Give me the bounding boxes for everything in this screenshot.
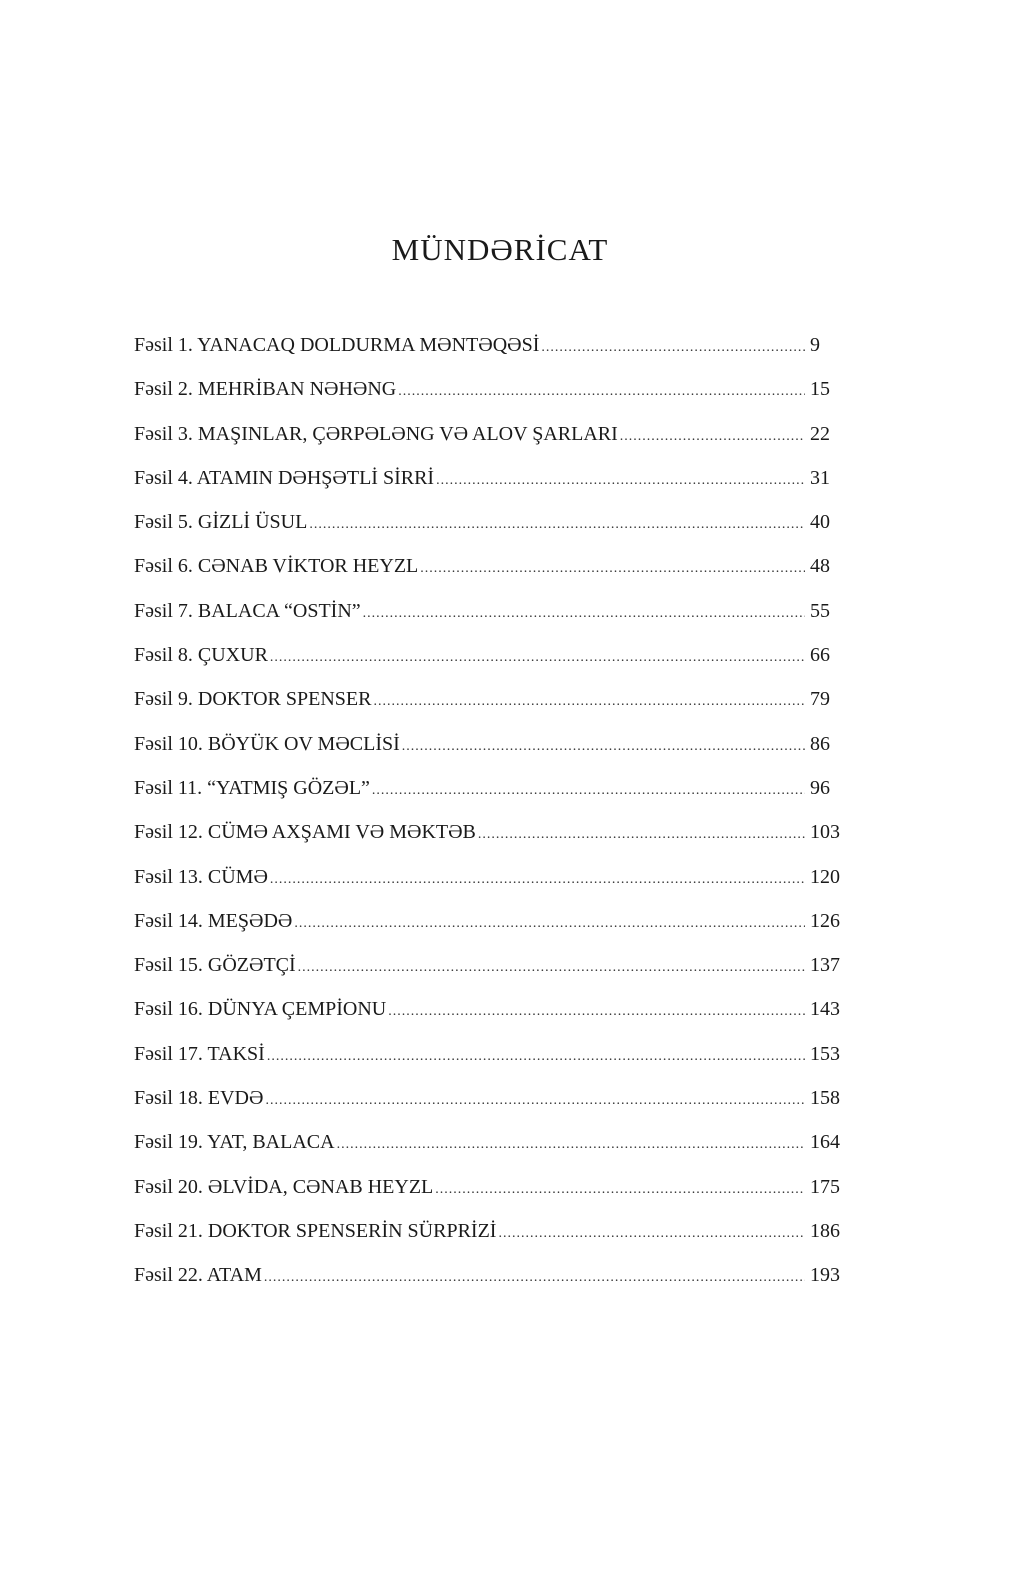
toc-entry[interactable] (134, 770, 854, 814)
chapter-title: Fəsil 5. GİZLİ ÜSUL (134, 511, 308, 534)
page-number: 153 (810, 1042, 840, 1065)
dot-leader (363, 596, 805, 632)
chapter-title: Fəsil 1. YANACAQ DOLDURMA MƏNTƏQƏSİ (134, 334, 540, 356)
dot-leader (398, 374, 805, 410)
chapter-title: Fəsil 12. CÜMƏ AXŞAMI VƏ MƏKTƏB (134, 821, 476, 844)
toc-entry[interactable] (134, 947, 854, 991)
dot-leader (298, 950, 805, 986)
page-number: 79 (810, 688, 830, 711)
chapter-title: Fəsil 20. ƏLVİDA, CƏNAB HEYZL (134, 1175, 434, 1198)
toc-entry[interactable] (134, 593, 854, 637)
chapter-title: Fəsil 10. BÖYÜK OV MƏCLİSİ (134, 732, 400, 755)
toc-entry[interactable] (134, 548, 854, 592)
toc-entry[interactable] (134, 1080, 854, 1124)
page-number: 86 (810, 732, 830, 755)
page-number: 193 (810, 1264, 840, 1287)
toc-entry[interactable] (134, 504, 854, 548)
page-number: 22 (810, 422, 830, 445)
dot-leader (620, 419, 805, 455)
dot-leader (372, 773, 805, 809)
toc-entry[interactable] (134, 1257, 854, 1301)
page-number: 96 (810, 776, 830, 799)
page-number: 9 (810, 334, 820, 356)
page-number: 15 (810, 378, 830, 401)
page-number: 164 (810, 1131, 840, 1154)
page-number: 40 (810, 511, 830, 534)
toc-entry[interactable] (134, 371, 854, 415)
toc-entry[interactable] (134, 327, 854, 371)
toc-entry[interactable] (134, 416, 854, 460)
dot-leader (435, 1172, 805, 1208)
dot-leader (498, 1216, 805, 1252)
toc-entry[interactable] (134, 681, 854, 725)
page-number: 126 (810, 909, 840, 932)
toc-entry[interactable] (134, 637, 854, 681)
chapter-title: Fəsil 7. BALACA “OSTİN” (134, 599, 361, 622)
table-of-contents (134, 327, 854, 1302)
page-number: 31 (810, 466, 830, 489)
toc-entry[interactable] (134, 859, 854, 903)
toc-entry[interactable] (134, 903, 854, 947)
chapter-title: Fəsil 15. GÖZƏTÇİ (134, 954, 296, 977)
dot-leader (402, 729, 805, 765)
toc-entry[interactable] (134, 1213, 854, 1257)
page-number: 137 (810, 954, 840, 977)
toc-entry[interactable] (134, 1036, 854, 1080)
dot-leader (478, 817, 805, 853)
chapter-title: Fəsil 8. ÇUXUR (134, 644, 268, 667)
page-number: 158 (810, 1087, 840, 1110)
chapter-title: Fəsil 11. “YATMIŞ GÖZƏL” (134, 776, 370, 799)
chapter-title: Fəsil 6. CƏNAB VİKTOR HEYZL (134, 555, 419, 578)
toc-entry[interactable] (134, 1124, 854, 1168)
chapter-title: Fəsil 14. MEŞƏDƏ (134, 909, 293, 932)
chapter-title: Fəsil 3. MAŞINLAR, ÇƏRPƏLƏNG VƏ ALOV ŞARLARI (134, 422, 618, 445)
page-number: 175 (810, 1175, 840, 1198)
chapter-title: Fəsil 17. TAKSİ (134, 1042, 265, 1065)
toc-entry[interactable] (134, 991, 854, 1035)
page-number: 143 (810, 998, 840, 1021)
dot-leader (309, 507, 805, 543)
page-title: MÜNDƏRİCAT (391, 232, 609, 267)
dot-leader (436, 463, 805, 499)
dot-leader (270, 640, 805, 676)
dot-leader (267, 1039, 805, 1075)
page-number: 66 (810, 644, 830, 667)
chapter-title: Fəsil 21. DOKTOR SPENSERİN SÜRPRİZİ (134, 1219, 497, 1242)
chapter-title: Fəsil 2. MEHRİBAN NƏHƏNG (134, 378, 397, 401)
page-number: 48 (810, 555, 830, 578)
dot-leader (373, 684, 805, 720)
chapter-title: Fəsil 16. DÜNYA ÇEMPİONU (134, 998, 387, 1021)
dot-leader (264, 1260, 805, 1296)
page-number: 103 (810, 821, 840, 844)
dot-leader (294, 906, 805, 942)
page-number: 186 (810, 1219, 840, 1242)
dot-leader (337, 1127, 805, 1163)
toc-entry[interactable] (134, 460, 854, 504)
chapter-title: Fəsil 19. YAT, BALACA (134, 1131, 335, 1154)
toc-entry[interactable] (134, 726, 854, 770)
dot-leader (541, 330, 805, 366)
page-number: 120 (810, 865, 840, 888)
chapter-title: Fəsil 9. DOKTOR SPENSER (134, 688, 372, 711)
dot-leader (265, 1083, 805, 1119)
toc-entry[interactable] (134, 814, 854, 858)
dot-leader (388, 994, 805, 1030)
chapter-title: Fəsil 22. ATAM (134, 1264, 262, 1287)
chapter-title: Fəsil 18. EVDƏ (134, 1087, 264, 1110)
chapter-title: Fəsil 4. ATAMIN DƏHŞƏTLİ SİRRİ (134, 466, 435, 489)
dot-leader (420, 551, 805, 587)
dot-leader (270, 862, 805, 898)
page-number: 55 (810, 599, 830, 622)
chapter-title: Fəsil 13. CÜMƏ (134, 865, 268, 888)
toc-entry[interactable] (134, 1169, 854, 1213)
